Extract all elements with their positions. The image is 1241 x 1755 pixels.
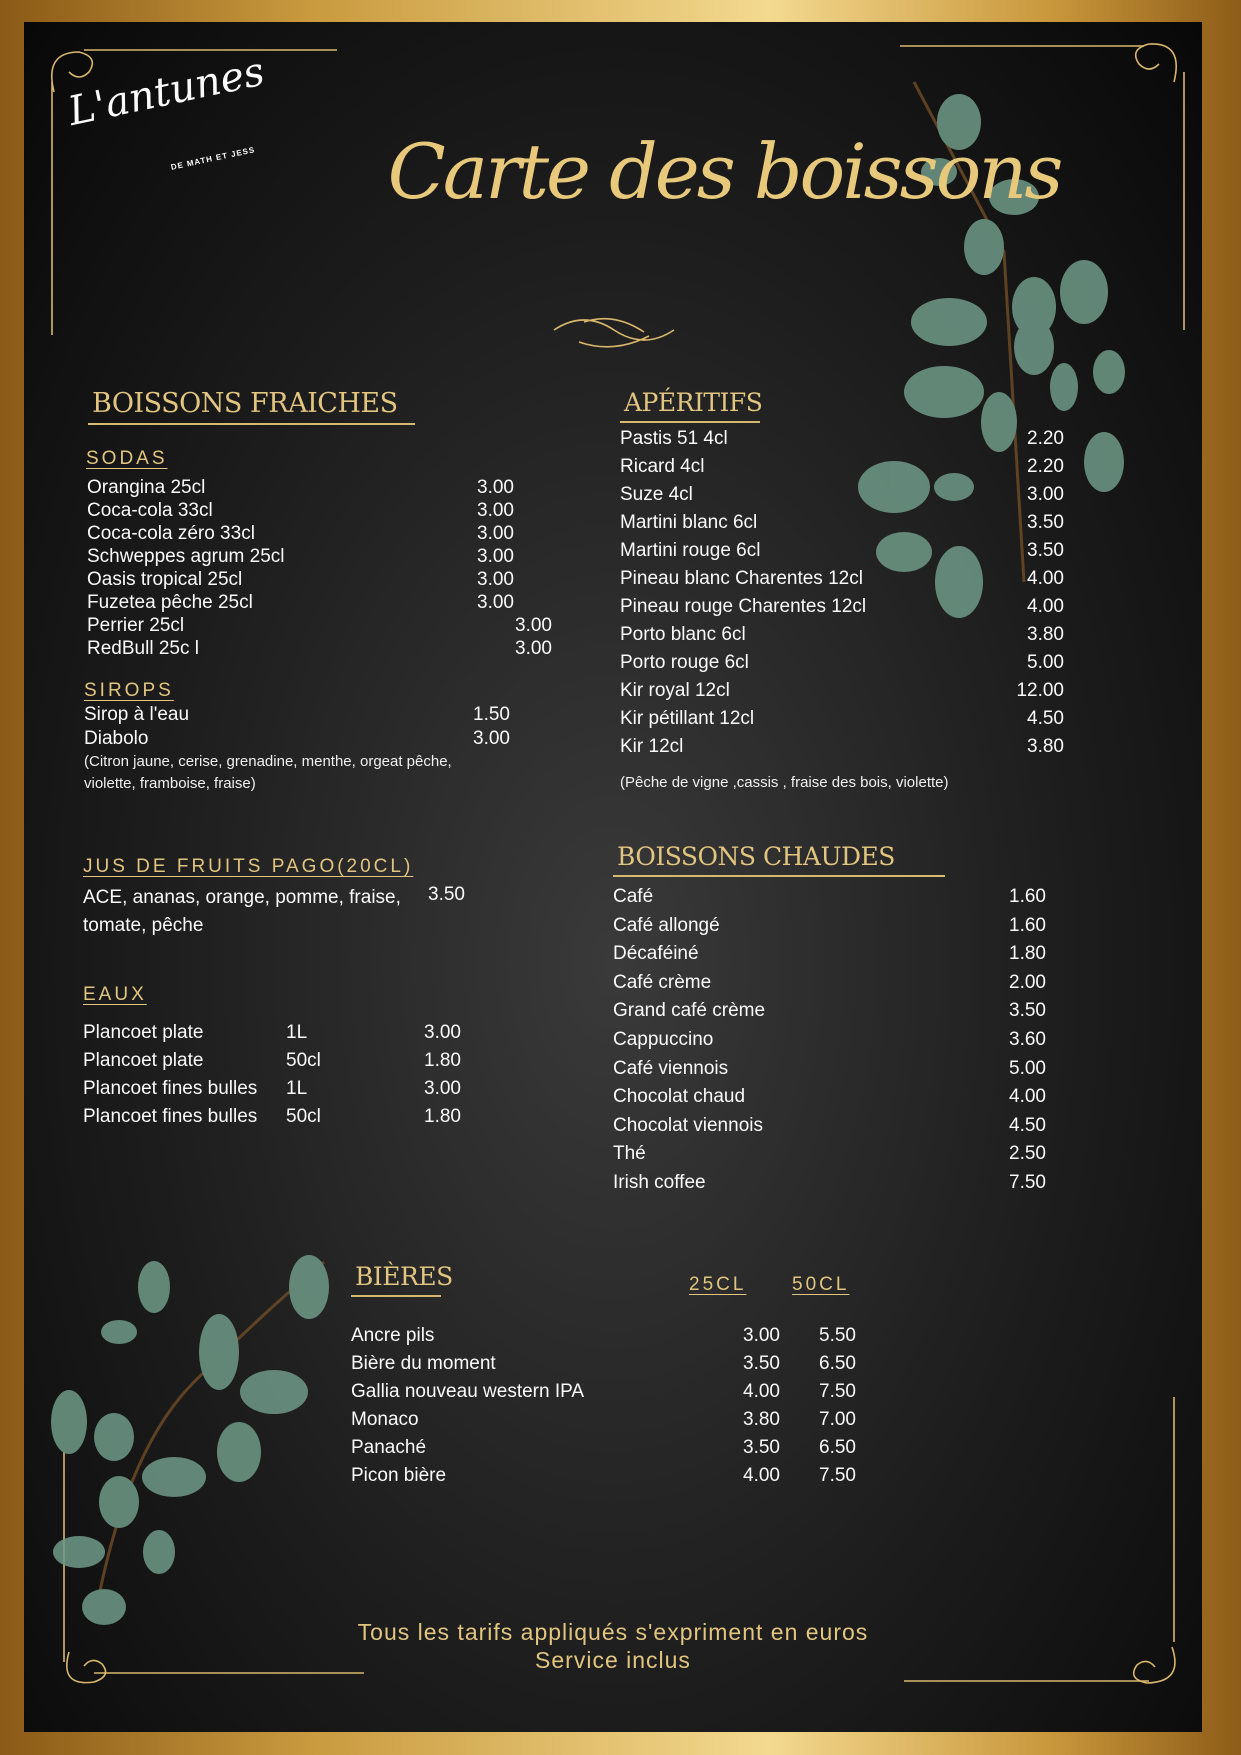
item-name: Kir pétillant 12cl	[620, 708, 755, 729]
item-name: Fuzetea pêche 25cl	[87, 592, 253, 613]
item-size: 50cl	[286, 1106, 321, 1127]
menu-board	[24, 22, 1202, 1732]
item-name: Perrier 25cl	[87, 615, 185, 636]
item-name: Porto rouge 6cl	[620, 652, 749, 673]
column-header-50cl: 50CL	[792, 1274, 850, 1295]
item-name: Diabolo	[84, 728, 149, 749]
logo-subtitle: DE MATH ET JESS	[170, 145, 256, 172]
item-name: Chocolat chaud	[613, 1086, 746, 1108]
item-name: Grand café crème	[613, 1000, 766, 1022]
item-name: Monaco	[351, 1409, 419, 1430]
footer-service-note: Service inclus	[535, 1647, 691, 1673]
item-price: 3.00	[1027, 484, 1064, 505]
footer-currency-note: Tous les tarifs appliqués s'expriment en euros	[357, 1619, 869, 1645]
item-name: Kir 12cl	[620, 736, 684, 757]
item-p50: 6.50	[819, 1437, 856, 1458]
subheading-sirops: SIROPS	[84, 680, 174, 701]
item-name: Café viennois	[613, 1057, 729, 1079]
item-price: 1.80	[424, 1106, 461, 1127]
item-price: 3.50	[1027, 540, 1064, 561]
item-name: RedBull 25c l	[87, 638, 199, 659]
item-name: Pastis 51 4cl	[620, 428, 728, 449]
item-price: 3.50	[1009, 1000, 1046, 1022]
item-p50: 5.50	[819, 1325, 856, 1346]
item-price: 7.50	[1009, 1172, 1046, 1193]
aperitifs-note: (Pêche de vigne ,cassis , fraise des bois, violette)	[620, 774, 949, 791]
item-name: Kir royal 12cl	[620, 680, 730, 701]
item-size: 1L	[286, 1022, 308, 1043]
page-title: Carte des boissons	[387, 127, 1061, 216]
item-name: Café	[613, 886, 654, 907]
item-p25: 3.50	[743, 1437, 780, 1458]
section-heading-aperitifs: APÉRITIFS	[620, 388, 760, 423]
logo-name: L'antunes	[64, 48, 269, 136]
item-name: Décaféiné	[613, 943, 699, 965]
section-heading-chaudes: BOISSONS CHAUDES	[613, 842, 945, 877]
item-name: Coca-cola zéro 33cl	[87, 523, 255, 544]
item-price: 4.00	[1027, 596, 1064, 617]
item-price: 3.00	[477, 477, 514, 498]
item-price: 3.00	[515, 638, 552, 659]
item-price: 3.00	[477, 546, 514, 567]
item-price: 2.50	[1009, 1143, 1046, 1165]
item-price: 3.00	[477, 523, 514, 544]
item-name: Chocolat viennois	[613, 1114, 763, 1136]
subheading-sodas: SODAS	[86, 448, 168, 469]
item-p50: 6.50	[819, 1353, 856, 1374]
item-price: 12.00	[1016, 680, 1064, 701]
item-name: Plancoet plate	[83, 1050, 204, 1071]
jus-item: ACE, ananas, orange, pomme, fraise, tomate, pêche	[83, 887, 401, 936]
jus-price: 3.50	[428, 884, 465, 905]
item-name: Porto blanc 6cl	[620, 624, 746, 645]
item-name: Café allongé	[613, 914, 720, 936]
item-price: 3.00	[424, 1078, 461, 1099]
section-heading-fraiches: BOISSONS FRAICHES	[88, 388, 415, 425]
item-price: 1.60	[1009, 914, 1046, 936]
subheading-jus: JUS DE FRUITS PAGO(20CL)	[83, 856, 414, 877]
item-p25: 3.00	[743, 1325, 780, 1346]
item-p25: 4.00	[743, 1381, 780, 1402]
subheading-eaux: EAUX	[83, 984, 147, 1005]
item-price: 3.00	[424, 1022, 461, 1043]
item-name: Oasis tropical 25cl	[87, 569, 243, 590]
item-name: Sirop à l'eau	[84, 704, 190, 725]
sirops-note: (Citron jaune, cerise, grenadine, menthe, orgeat pêche, violette, framboise, fraise)	[84, 753, 452, 792]
item-name: Martini rouge 6cl	[620, 540, 761, 561]
item-p25: 3.50	[743, 1353, 780, 1374]
item-price: 3.00	[473, 728, 510, 749]
item-name: Plancoet fines bulles	[83, 1106, 258, 1127]
divider-ornament-icon	[554, 319, 674, 347]
item-price: 5.00	[1027, 652, 1064, 673]
item-name: Pineau rouge Charentes 12cl	[620, 596, 867, 617]
item-size: 1L	[286, 1078, 308, 1099]
eucalyptus-leaves-bottom	[51, 1255, 329, 1625]
item-price: 4.00	[1009, 1086, 1046, 1108]
item-price: 4.00	[1027, 568, 1064, 589]
item-name: Thé	[613, 1143, 646, 1165]
item-p50: 7.50	[819, 1465, 856, 1486]
item-name: Cappuccino	[613, 1029, 714, 1050]
item-name: Bière du moment	[351, 1353, 496, 1374]
item-price: 1.60	[1009, 886, 1046, 907]
item-name: Pineau blanc Charentes 12cl	[620, 568, 863, 589]
section-heading-bieres: BIÈRES	[351, 1262, 441, 1297]
item-name: Irish coffee	[613, 1172, 706, 1193]
item-name: Picon bière	[351, 1465, 447, 1486]
item-price: 5.00	[1009, 1057, 1046, 1079]
item-price: 3.80	[1027, 736, 1064, 757]
item-p50: 7.00	[819, 1409, 856, 1430]
item-p25: 4.00	[743, 1465, 780, 1486]
item-price: 1.50	[473, 704, 510, 725]
item-p25: 3.80	[743, 1409, 780, 1430]
item-price: 3.00	[515, 615, 552, 636]
item-size: 50cl	[286, 1050, 321, 1071]
item-price: 2.00	[1009, 971, 1046, 993]
item-name: Schweppes agrum 25cl	[87, 546, 285, 567]
item-price: 3.50	[1027, 512, 1064, 533]
column-header-25cl: 25CL	[689, 1274, 747, 1295]
item-price: 3.60	[1009, 1029, 1046, 1050]
logo	[64, 48, 304, 208]
item-price: 1.80	[424, 1050, 461, 1071]
item-name: Gallia nouveau western IPA	[351, 1381, 585, 1402]
item-name: Ricard 4cl	[620, 456, 705, 477]
item-name: Martini blanc 6cl	[620, 512, 758, 533]
item-name: Orangina 25cl	[87, 477, 206, 498]
item-price: 4.50	[1027, 708, 1064, 729]
item-price: 2.20	[1027, 428, 1064, 449]
item-price: 1.80	[1009, 943, 1046, 965]
item-price: 3.00	[477, 569, 514, 590]
item-price: 3.80	[1027, 624, 1064, 645]
item-name: Coca-cola 33cl	[87, 500, 213, 521]
item-price: 3.00	[477, 592, 514, 613]
item-name: Panaché	[351, 1437, 427, 1458]
item-name: Ancre pils	[351, 1325, 435, 1346]
item-price: 3.00	[477, 500, 514, 521]
item-name: Suze 4cl	[620, 484, 693, 505]
item-p50: 7.50	[819, 1381, 856, 1402]
item-name: Café crème	[613, 971, 712, 993]
item-price: 2.20	[1027, 456, 1064, 477]
item-name: Plancoet fines bulles	[83, 1078, 258, 1099]
item-name: Plancoet plate	[83, 1022, 204, 1043]
item-price: 4.50	[1009, 1114, 1046, 1136]
